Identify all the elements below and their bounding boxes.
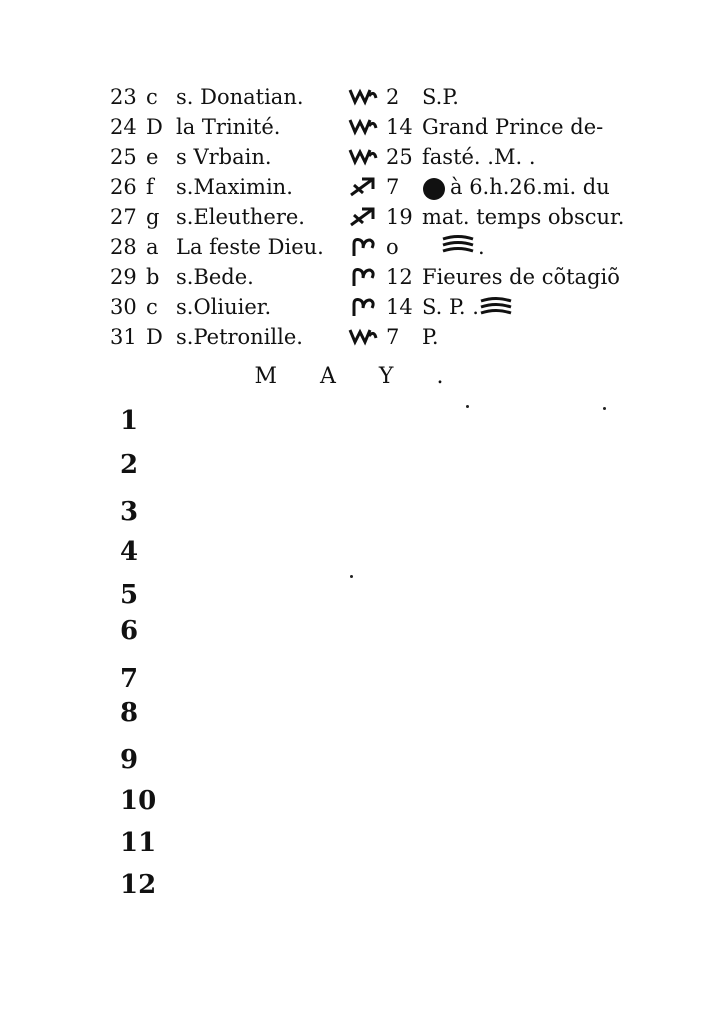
cloud-icon [440, 234, 476, 264]
saint-name: s.Bede. [176, 265, 254, 289]
dominical-letter: f [146, 175, 154, 199]
day-number: 6 [120, 616, 139, 646]
weather-note-text: à 6.h.26.mi. du [450, 175, 610, 199]
day-number: 5 [120, 580, 139, 610]
sign-degree: 14 [386, 115, 413, 139]
sign-degree: o [386, 235, 399, 259]
dominical-letter: b [146, 265, 160, 289]
day-number: 27 [110, 205, 137, 229]
day-number: 11 [120, 828, 157, 858]
weather-note [422, 172, 610, 202]
pisces-icon [348, 146, 380, 168]
calendar-row [110, 202, 650, 232]
dominical-letter: a [146, 235, 159, 259]
saint-name: s.Maximin. [176, 175, 293, 199]
weather-note: Fieures de cõtagiõ [422, 265, 620, 289]
saint-name: s.Eleuthere. [176, 205, 305, 229]
calendar-row [110, 262, 650, 292]
sign-degree: 25 [386, 145, 413, 169]
calendar-row [110, 322, 650, 352]
calendar-row [110, 112, 650, 142]
saint-name: s. Donatian. [176, 85, 304, 109]
weather-note: P. [422, 325, 439, 349]
day-number: 31 [110, 325, 137, 349]
day-number: 24 [110, 115, 137, 139]
day-number: 2 [120, 450, 139, 480]
sign-degree: 7 [386, 175, 400, 199]
calendar-row [110, 292, 650, 322]
day-number: 29 [110, 265, 137, 289]
weather-note: fasté. .M. . [422, 145, 536, 169]
pisces-icon [348, 116, 380, 138]
month-title: M A Y . [254, 364, 462, 389]
dominical-letter: c [146, 295, 158, 319]
weather-note: Grand Prince de- [422, 115, 604, 139]
day-number: 4 [120, 537, 139, 567]
ink-speck [466, 405, 469, 408]
day-number: 10 [120, 786, 157, 816]
sign-degree: 7 [386, 325, 400, 349]
dominical-letter: c [146, 85, 158, 109]
ink-speck [350, 575, 353, 578]
sign-degree: 14 [386, 295, 413, 319]
weather-note-text: S. P. . [422, 295, 479, 319]
day-number: 23 [110, 85, 137, 109]
sign-degree: 19 [386, 205, 413, 229]
dominical-letter: g [146, 205, 160, 229]
eclipse-sun-icon [422, 177, 446, 201]
calendar-row [110, 142, 650, 172]
weather-note-text: . [478, 235, 485, 259]
day-number: 7 [120, 664, 139, 694]
aries-icon [348, 296, 380, 318]
day-number: 1 [120, 406, 139, 436]
dominical-letter: e [146, 145, 159, 169]
weather-note [422, 232, 485, 264]
day-number: 8 [120, 698, 139, 728]
day-number: 26 [110, 175, 137, 199]
ink-speck [603, 407, 606, 410]
calendar-row [110, 172, 650, 202]
dominical-letter: D [146, 115, 163, 139]
sign-degree: 2 [386, 85, 400, 109]
day-number: 28 [110, 235, 137, 259]
saint-name: s Vrbain. [176, 145, 272, 169]
day-number: 12 [120, 870, 157, 900]
saint-name: La feste Dieu. [176, 235, 324, 259]
calendar-row [110, 232, 650, 262]
saint-name: la Trinité. [176, 115, 281, 139]
pisces-icon [348, 326, 380, 348]
saint-name: s.Oliuier. [176, 295, 272, 319]
weather-note: mat. temps obscur. [422, 205, 625, 229]
sagittarius-icon [348, 206, 380, 228]
dominical-letter: D [146, 325, 163, 349]
aries-icon [348, 236, 380, 258]
day-number: 30 [110, 295, 137, 319]
weather-note: S.P. [422, 85, 459, 109]
day-number: 25 [110, 145, 137, 169]
pisces-icon [348, 86, 380, 108]
aries-icon [348, 266, 380, 288]
sagittarius-icon [348, 176, 380, 198]
day-number: 9 [120, 745, 139, 775]
saint-name: s.Petronille. [176, 325, 303, 349]
day-number: 3 [120, 497, 139, 527]
sign-degree: 12 [386, 265, 413, 289]
weather-note [422, 292, 479, 322]
calendar-row [110, 82, 650, 112]
